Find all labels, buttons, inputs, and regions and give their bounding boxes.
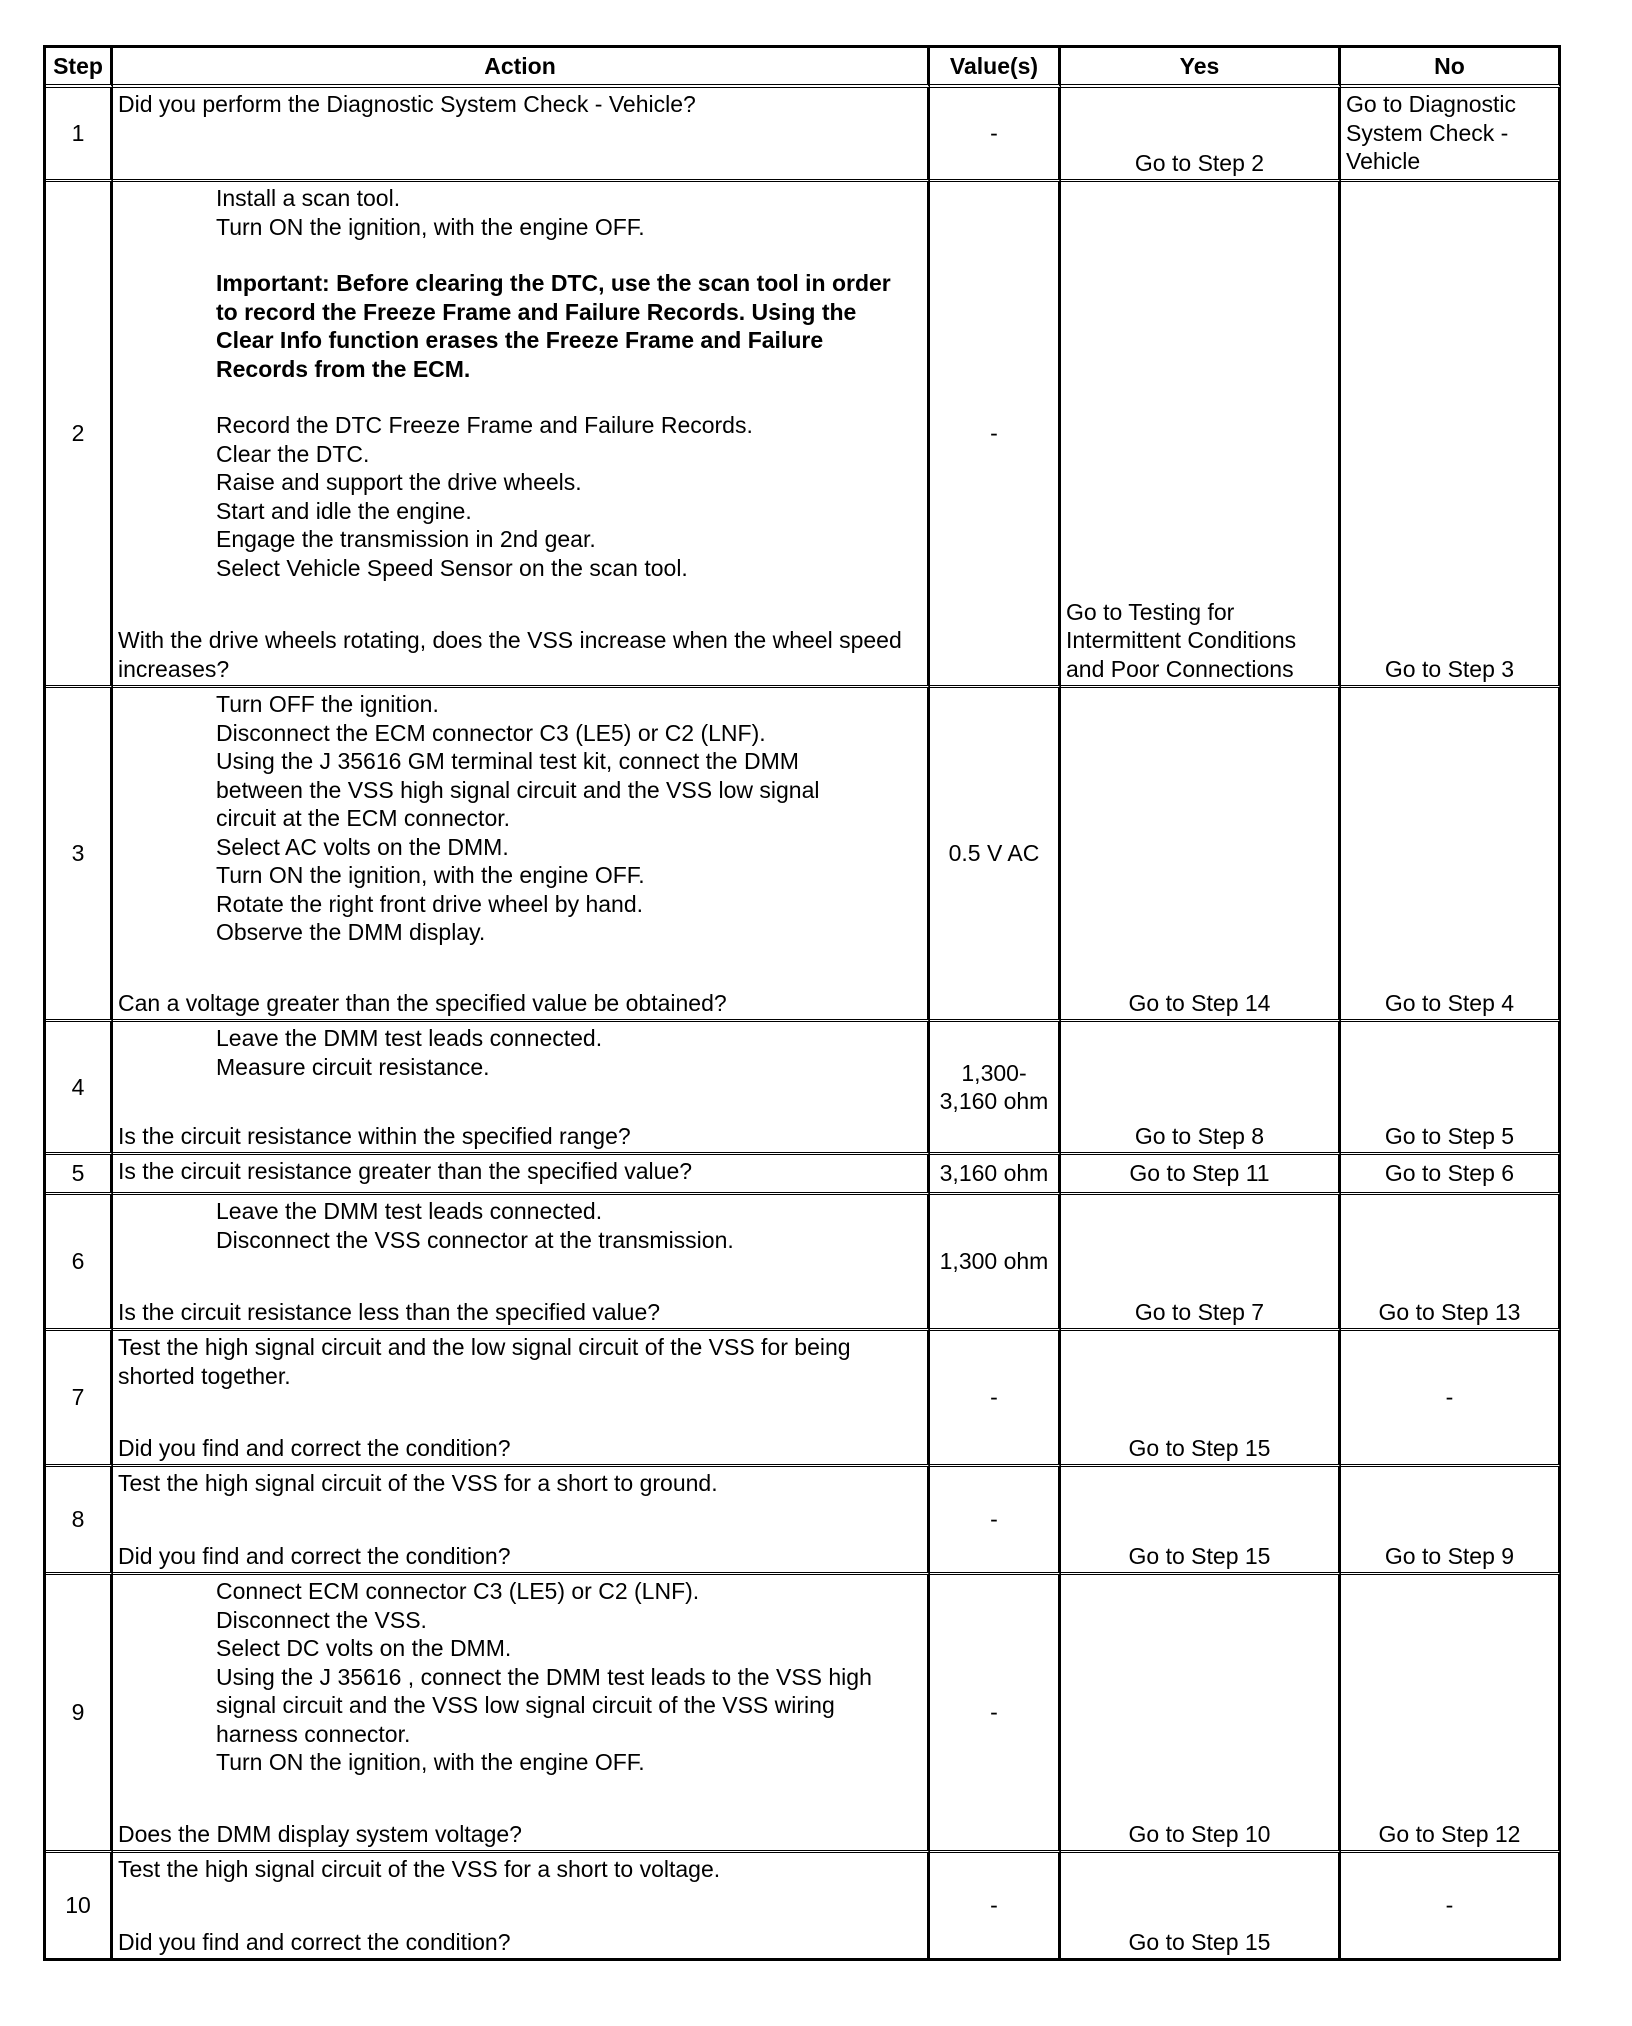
table-row-step-9 [46,1575,1561,1853]
step-number: 1 [46,88,113,182]
action-line: Engage the transmission in 2nd gear. [216,526,596,552]
yes-cell: Go to Step 15 [1061,1331,1341,1467]
action-line: Leave the DMM test leads connected. [216,1198,603,1224]
step-number: 7 [46,1331,113,1467]
action-question: Did you perform the Diagnostic System Check - Vehicle? [118,91,696,117]
action-question: With the drive wheels rotating, does the VSS increase when the wheel speed increases? [118,627,909,682]
action-cell [113,88,930,182]
value-cell: 1,300-3,160 ohm [930,1022,1061,1155]
step-number: 10 [46,1853,113,1961]
action-cell [113,182,930,688]
action-question: Did you find and correct the condition? [118,1928,511,1955]
action-line: Measure circuit resistance. [216,1053,490,1080]
action-line: Connect ECM connector C3 (LE5) or C2 (LNF). [216,1578,700,1604]
action-line: Start and idle the engine. [216,497,472,524]
value-cell: 3,160 ohm [930,1155,1061,1195]
header-values: Value(s) [930,48,1061,88]
no-cell: Go to Step 13 [1341,1195,1561,1331]
action-line: Using the J 35616 GM terminal test kit, connect the DMM between the VSS high signal circuit and the VSS low signal circuit at the ECM connector. [216,748,826,831]
table-row-step-10 [46,1853,1561,1961]
action-question: Did you find and correct the condition? [118,1434,511,1461]
value-cell: - [930,1853,1061,1961]
action-line: Clear the DTC. [216,440,370,467]
step-number: 2 [46,182,113,688]
no-cell: Go to Step 3 [1341,182,1561,688]
action-cell [113,1331,930,1467]
step-number: 8 [46,1467,113,1575]
value-cell: - [930,182,1061,688]
action-question: Did you find and correct the condition? [118,1542,511,1569]
yes-cell: Go to Step 14 [1061,688,1341,1022]
yes-cell: Go to Step 7 [1061,1195,1341,1331]
action-cell [113,1575,930,1853]
action-line: Record the DTC Freeze Frame and Failure Records. [216,412,753,438]
header-no: No [1341,48,1561,88]
value-cell: - [930,1331,1061,1467]
yes-cell: Go to Step 15 [1061,1467,1341,1575]
table-row-step-4 [46,1022,1561,1155]
action-line: Select DC volts on the DMM. [216,1635,512,1661]
table-row-step-6 [46,1195,1561,1331]
no-cell: Go to Step 12 [1341,1575,1561,1853]
value-cell: 1,300 ohm [930,1195,1061,1331]
action-cell [113,1467,930,1575]
action-question: Is the circuit resistance greater than the specified value? [118,1158,693,1184]
yes-cell: Go to Step 10 [1061,1575,1341,1853]
table-row-step-5 [46,1155,1561,1195]
step-number: 5 [46,1155,113,1195]
step-number: 3 [46,688,113,1022]
no-cell: - [1341,1331,1561,1467]
action-question: Is the circuit resistance within the specified range? [118,1122,631,1149]
action-line: Turn ON the ignition, with the engine OFF. [216,862,645,888]
action-line: Turn OFF the ignition. [216,691,439,717]
yes-cell: Go to Step 8 [1061,1022,1341,1155]
action-cell [113,1155,930,1195]
value-cell: - [930,88,1061,182]
table-row-step-8 [46,1467,1561,1575]
header-step: Step [46,48,113,88]
action-line: Leave the DMM test leads connected. [216,1025,603,1051]
action-line: Using the J 35616 , connect the DMM test leads to the VSS high signal circuit and the VSS low signal circuit of the VSS wiring harness connector. [216,1663,879,1747]
diagnostic-steps-table [43,45,1561,1961]
action-cell [113,1853,930,1961]
diagnostic-table-page [43,45,1558,1961]
action-line: Install a scan tool. [216,185,401,211]
action-line: Turn ON the ignition, with the engine OFF. [216,1749,645,1775]
header-action: Action [113,48,930,88]
action-line: Rotate the right front drive wheel by hand. [216,890,644,917]
action-question: Can a voltage greater than the specified value be obtained? [118,989,727,1016]
step-number: 6 [46,1195,113,1331]
action-line: Observe the DMM display. [216,919,486,945]
value-cell: - [930,1575,1061,1853]
no-cell: Go to Step 9 [1341,1467,1561,1575]
action-line: Disconnect the ECM connector C3 (LE5) or C2 (LNF). [216,719,766,746]
action-question: Does the DMM display system voltage? [118,1820,522,1847]
header-yes: Yes [1061,48,1341,88]
no-cell: - [1341,1853,1561,1961]
no-cell: Go to Step 5 [1341,1022,1561,1155]
step-number: 4 [46,1022,113,1155]
no-cell: Go to Step 4 [1341,688,1561,1022]
no-cell: Go to Diagnostic System Check - Vehicle [1341,88,1561,182]
step-number: 9 [46,1575,113,1853]
action-question: Is the circuit resistance less than the specified value? [118,1298,661,1325]
action-line: Disconnect the VSS. [216,1606,427,1633]
action-cell [113,1022,930,1155]
action-line: Select AC volts on the DMM. [216,833,509,860]
table-row-step-1 [46,88,1561,182]
action-line: Select Vehicle Speed Sensor on the scan tool. [216,554,688,581]
value-cell: 0.5 V AC [930,688,1061,1022]
action-test: Test the high signal circuit of the VSS for a short to voltage. [118,1856,721,1882]
table-row-step-3 [46,688,1561,1022]
yes-cell: Go to Step 11 [1061,1155,1341,1195]
action-cell [113,688,930,1022]
action-line: Turn ON the ignition, with the engine OFF. [216,213,645,240]
table-header-row [46,48,1561,88]
action-line: Disconnect the VSS connector at the transmission. [216,1226,734,1253]
yes-cell: Go to Step 2 [1061,88,1341,182]
table-row-step-7 [46,1331,1561,1467]
table-row-step-2 [46,182,1561,688]
action-line: Raise and support the drive wheels. [216,469,582,495]
action-test: Test the high signal circuit of the VSS for a short to ground. [118,1470,718,1496]
important-note: Important: Before clearing the DTC, use the scan tool in order to record the Freeze Frame and Failure Records. Using the Clear Info function erases the Freeze Frame and Failure Records from the ECM. [216,270,898,382]
no-cell: Go to Step 6 [1341,1155,1561,1195]
value-cell: - [930,1467,1061,1575]
action-test: Test the high signal circuit and the low signal circuit of the VSS for being shorted together. [118,1334,857,1389]
yes-cell: Go to Testing for Intermittent Conditions and Poor Connections [1061,182,1341,688]
action-cell [113,1195,930,1331]
yes-cell: Go to Step 15 [1061,1853,1341,1961]
